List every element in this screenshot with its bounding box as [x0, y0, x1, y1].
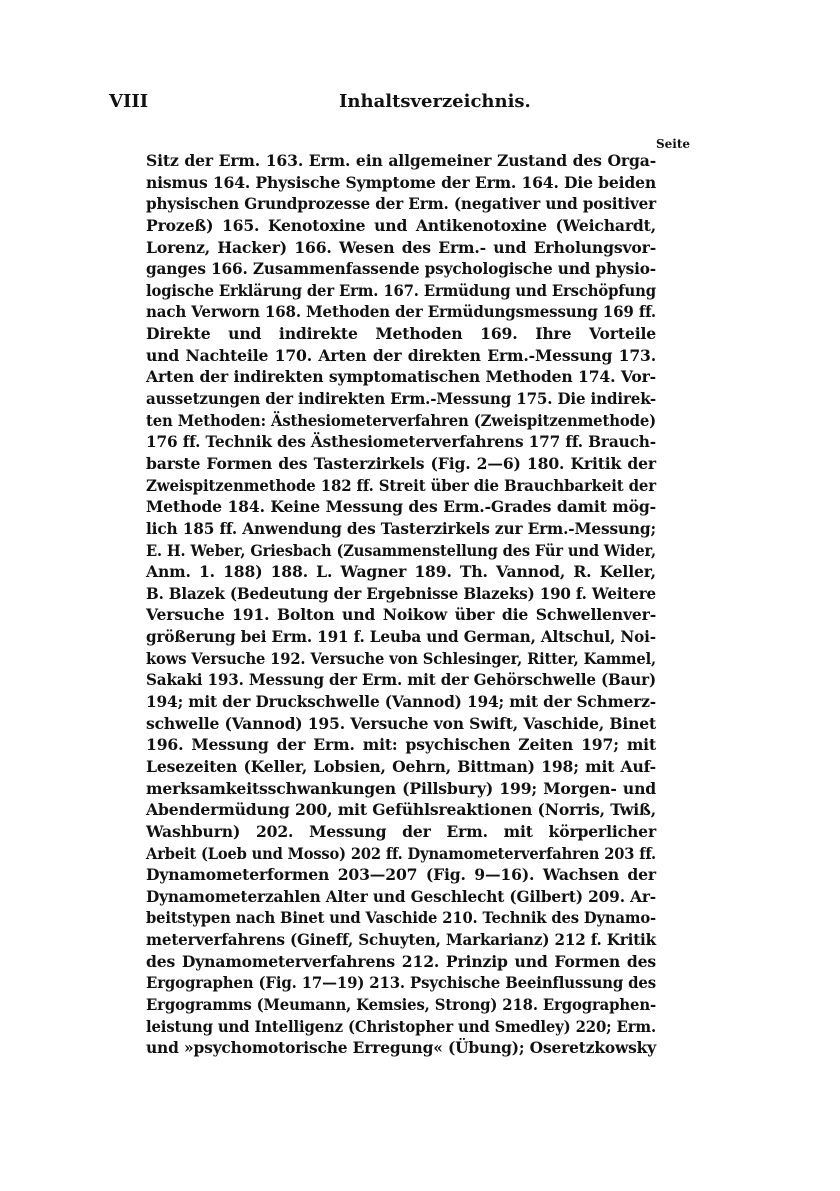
text-line: lich 185 ff. Anwendung des Tasterzirkels zur Erm.-Messung; — [146, 518, 657, 538]
text-line: 176 ff. Technik des Ästhesiometerverfahrens 177 ff. Brauch- — [146, 432, 656, 452]
text-line: Zweispitzenmethode 182 ff. Streit über die Brauchbarkeit der — [146, 475, 657, 495]
page-number: VIII — [109, 91, 149, 112]
text-line: B. Blazek (Bedeutung der Ergebnisse Blazeks) 190 f. Weitere — [146, 583, 656, 603]
text-line: Prozeß) 165. Kenotoxine und Antikenotoxine (Weichardt, — [146, 215, 657, 235]
table-of-contents-text — [146, 150, 656, 1059]
text-line: Sakaki 193. Messung der Erm. mit der Gehörschwelle (Baur) — [146, 670, 656, 690]
text-line: Anm. 1. 188) 188. L. Wagner 189. Th. Vannod, R. Keller, — [146, 562, 656, 582]
text-line: Abendermüdung 200, mit Gefühlsreaktionen (Norris, Twiß, — [146, 800, 656, 820]
text-line: beitstypen nach Binet und Vaschide 210. Technik des Dynamo- — [146, 908, 656, 928]
text-line: und »psychomotorische Erregung« (Übung); Oseretzkowsky — [146, 1038, 657, 1058]
text-line: Versuche 191. Bolton und Noikow über die Schwellenver- — [146, 605, 657, 625]
text-line: Lorenz, Hacker) 166. Wesen des Erm.- und Erholungsvor- — [146, 237, 657, 257]
running-head: Inhaltsverzeichnis. — [339, 91, 531, 112]
text-line: aussetzungen der indirekten Erm.-Messung 175. Die indirek- — [146, 389, 657, 409]
text-line: Sitz der Erm. 163. Erm. ein allgemeiner Zustand des Orga- — [146, 151, 657, 170]
text-line: Direkte und indirekte Methoden 169. Ihre Vorteile — [146, 324, 657, 344]
text-line: Lesezeiten (Keller, Lobsien, Oehrn, Bittman) 198; mit Auf- — [146, 756, 657, 776]
text-line: Ergogramms (Meumann, Kemsies, Strong) 218. Ergographen- — [146, 994, 656, 1014]
text-line: schwelle (Vannod) 195. Versuche von Swift, Vaschide, Binet — [146, 713, 657, 733]
text-line: leistung und Intelligenz (Christopher und Smedley) 220; Erm. — [146, 1016, 657, 1036]
text-line: größerung bei Erm. 191 f. Leuba und German, Altschul, Noi- — [146, 627, 656, 647]
text-line: logische Erklärung der Erm. 167. Ermüdung und Erschöpfung — [146, 280, 656, 300]
text-line: ganges 166. Zusammenfassende psychologische und physio- — [146, 259, 657, 279]
text-line: Dynamometerzahlen Alter und Geschlecht (Gilbert) 209. Ar- — [146, 886, 656, 906]
text-line: E. H. Weber, Griesbach (Zusammenstellung des Für und Wider, — [146, 540, 656, 560]
text-line: 196. Messung der Erm. mit: psychischen Zeiten 197; mit — [146, 735, 656, 755]
text-line: Arten der indirekten symptomatischen Methoden 174. Vor- — [146, 367, 656, 387]
text-line: nismus 164. Physische Symptome der Erm. 164. Die beiden — [146, 172, 656, 192]
text-line: merksamkeitsschwankungen (Pillsbury) 199; Morgen- und — [146, 778, 657, 798]
text-line: Washburn) 202. Messung der Erm. mit körperlicher — [146, 821, 657, 841]
text-line: Methode 184. Keine Messung des Erm.-Grades damit mög- — [146, 497, 656, 517]
text-line: kows Versuche 192. Versuche von Schlesinger, Ritter, Kammel, — [146, 648, 656, 668]
text-line: nach Verworn 168. Methoden der Ermüdungsmessung 169 ff. — [146, 302, 657, 322]
text-line: ten Methoden: Ästhesiometerverfahren (Zweispitzenmethode) — [146, 410, 657, 430]
text-line: meterverfahrens (Gineff, Schuyten, Markarianz) 212 f. Kritik — [146, 930, 656, 950]
text-line: barste Formen des Tasterzirkels (Fig. 2—6) 180. Kritik der — [146, 453, 656, 473]
seite-label: Seite — [656, 137, 691, 151]
text-line: Arbeit (Loeb und Mosso) 202 ff. Dynamometerverfahren 203 ff. — [146, 843, 656, 863]
text-line: Dynamometerformen 203—207 (Fig. 9—16). Wachsen der — [146, 865, 656, 885]
text-line: und Nachteile 170. Arten der direkten Erm.-Messung 173. — [146, 345, 657, 365]
text-line: 194; mit der Druckschwelle (Vannod) 194; mit der Schmerz- — [146, 692, 656, 712]
text-line: physischen Grundprozesse der Erm. (negativer und positiver — [146, 194, 656, 214]
text-line: des Dynamometerverfahrens 212. Prinzip und Formen des — [146, 951, 656, 971]
text-line: Ergographen (Fig. 17—19) 213. Psychische Beeinflussung des — [146, 973, 657, 993]
